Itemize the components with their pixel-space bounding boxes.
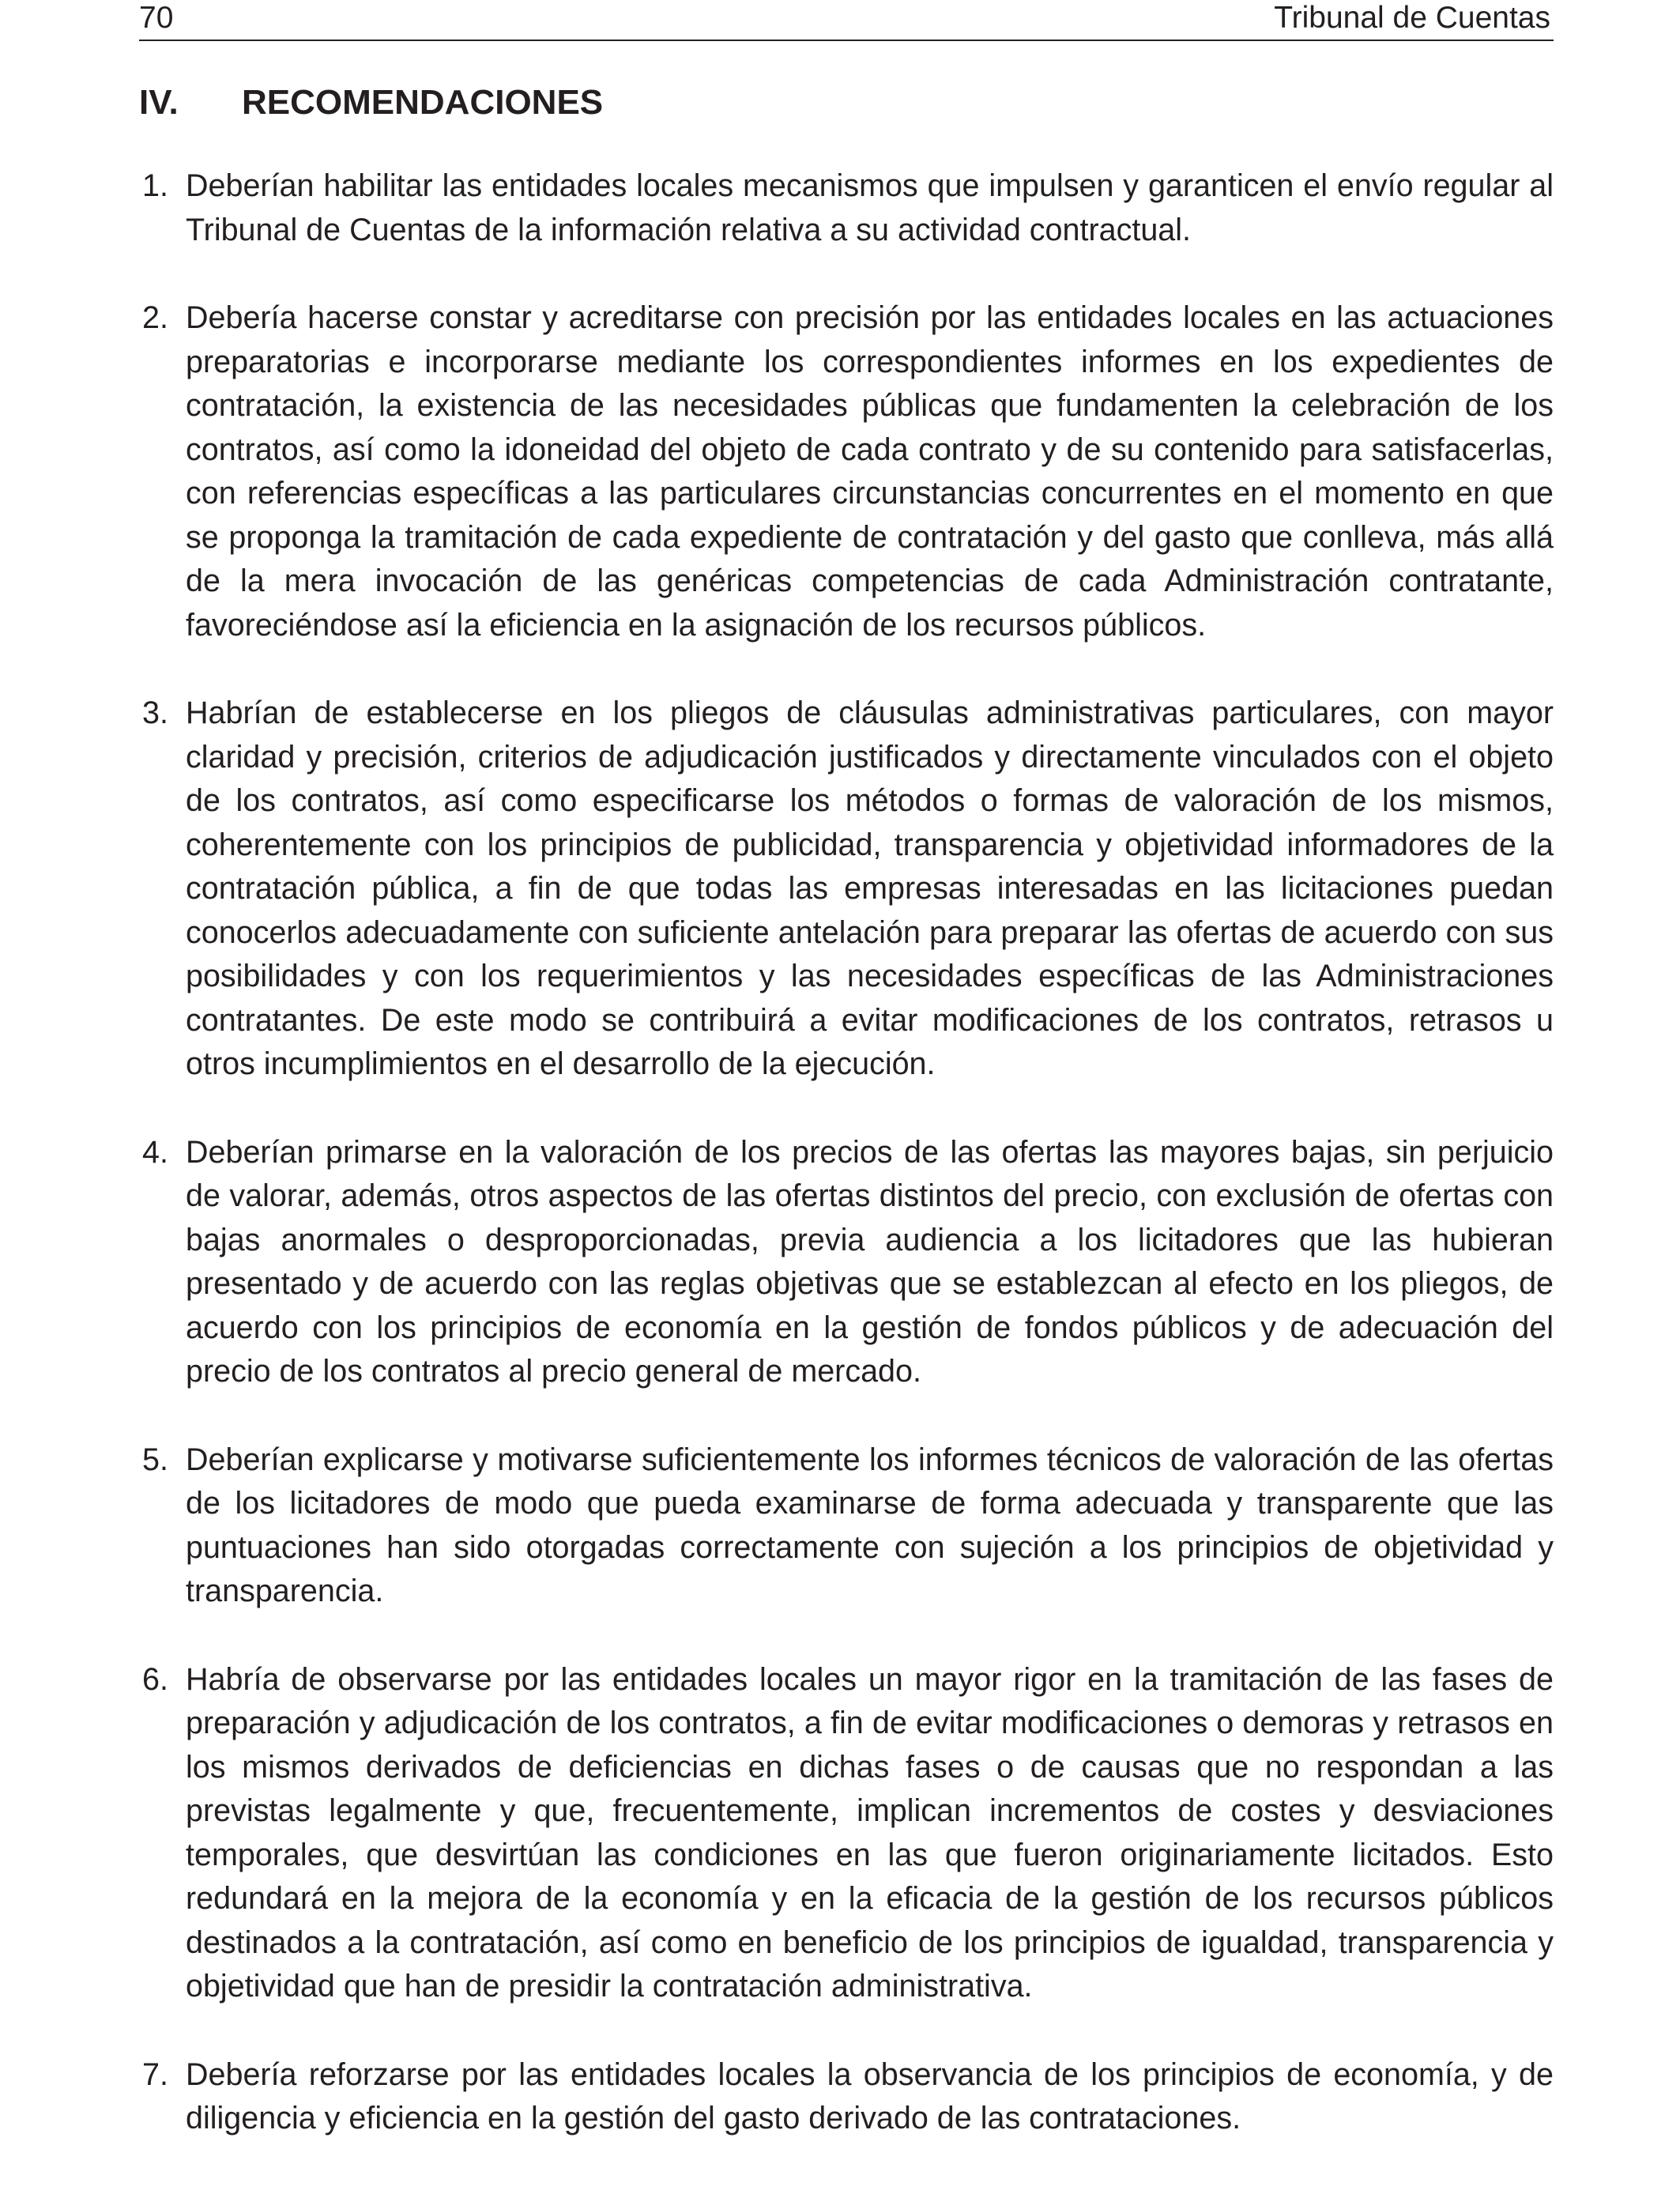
recommendation-text: Habrían de establecerse en los pliegos de cláusulas administrativas particulares, con mayor claridad y precisión, criterios de adjudicación justificados y directamente vinculados con el objeto de los contratos, así como especificarse los métodos o formas de valoración de los mismos, coherentemente con los principios de publicidad, transparencia y objetividad informadores de la contratación pública, a fin de que todas las empresas interesadas en las licitaciones puedan conocerlos adecuadamente con suficiente antelación para preparar las ofertas de acuerdo con sus posibilidades y con los requerimientos y las necesidades específicas de las Administraciones contratantes. De este modo se contribuirá a evitar modificaciones de los contratos, retrasos u otros incumplimientos en el desarrollo de la ejecución. — [186, 696, 1554, 1081]
recommendation-text: Debería hacerse constar y acreditarse con precisión por las entidades locales en las actuaciones preparatorias e incorporarse mediante los correspondientes informes en los expedientes de contratación, la existencia de las necesidades públicas que fundamenten la celebración de los contratos, así como la idoneidad del objeto de cada contrato y de su contenido para satisfacerlas, con referencias específicas a las particulares circunstancias concurrentes en el momento en que se proponga la tramitación de cada expediente de contratación y del gasto que conlleva, más allá de la mera invocación de las genéricas competencias de cada Administración contratante, favoreciéndose así la eficiencia en la asignación de los recursos públicos. — [186, 300, 1554, 643]
section-title: RECOMENDACIONES — [242, 83, 604, 122]
recommendation-text: Deberían primarse en la valoración de los precios de las ofertas las mayores bajas, sin perjuicio de valorar, además, otros aspectos de las ofertas distintos del precio, con exclusión de ofertas con bajas anormales o desproporcionadas, previa audiencia a los licitadores que las hubieran presentado y de acuerdo con las reglas objetivas que se establezcan al efecto en los pliegos, de acuerdo con los principios de economía en la gestión de fondos públicos y de adecuación del precio de los contratos al precio general de mercado. — [186, 1134, 1554, 1389]
section-heading — [139, 81, 603, 125]
running-header — [139, 0, 1554, 41]
recommendation-text: Debería reforzarse por las entidades locales la observancia de los principios de economía, y de diligencia y eficiencia en la gestión del gasto derivado de las contrataciones. — [186, 2056, 1554, 2136]
page-number: 70 — [139, 1, 174, 35]
recommendation-5 — [139, 1438, 1554, 1614]
recommendation-4 — [139, 1131, 1554, 1394]
recommendation-text: Deberían habilitar las entidades locales mecanismos que impulsen y garanticen el envío regular al Tribunal de Cuentas de la información relativa a su actividad contractual. — [186, 168, 1554, 247]
recommendation-1 — [139, 164, 1554, 252]
running-title: Tribunal de Cuentas — [1274, 1, 1550, 35]
recommendation-2 — [139, 296, 1554, 647]
section-number: IV. — [139, 83, 179, 122]
recommendations-list — [139, 164, 1554, 2185]
recommendation-text: Deberían explicarse y motivarse suficientemente los informes técnicos de valoración de las ofertas de los licitadores de modo que pueda examinarse de forma adecuada y transparente que las puntuaciones han sido otorgadas correctamente con sujeción a los principios de objetividad y transparencia. — [186, 1442, 1554, 1608]
recommendation-number: 6. — [142, 1661, 168, 1697]
recommendation-number: 5. — [142, 1442, 168, 1477]
recommendation-text: Habría de observarse por las entidades locales un mayor rigor en la tramitación de las fases de preparación y adjudicación de los contratos, a fin de evitar modificaciones o demoras y retrasos en los mismos derivados de deficiencias en dichas fases o de causas que no respondan a las previstas legalmente y que, frecuentemente, implican incrementos de costes y desviaciones temporales, que desvirtúan las condiciones en las que fueron originariamente licitados. Esto redundará en la mejora de la economía y en la eficacia de la gestión de los recursos públicos destinados a la contratación, así como en beneficio de los principios de igualdad, transparencia y objetividad que han de presidir la contratación administrativa. — [186, 1661, 1554, 2004]
recommendation-number: 3. — [142, 696, 168, 730]
recommendation-number: 2. — [142, 300, 168, 335]
recommendation-6 — [139, 1658, 1554, 2009]
recommendation-number: 7. — [142, 2056, 168, 2092]
recommendation-number: 4. — [142, 1134, 168, 1170]
recommendation-number: 1. — [142, 168, 168, 203]
recommendation-3 — [139, 692, 1554, 1087]
recommendation-7 — [139, 2053, 1554, 2141]
